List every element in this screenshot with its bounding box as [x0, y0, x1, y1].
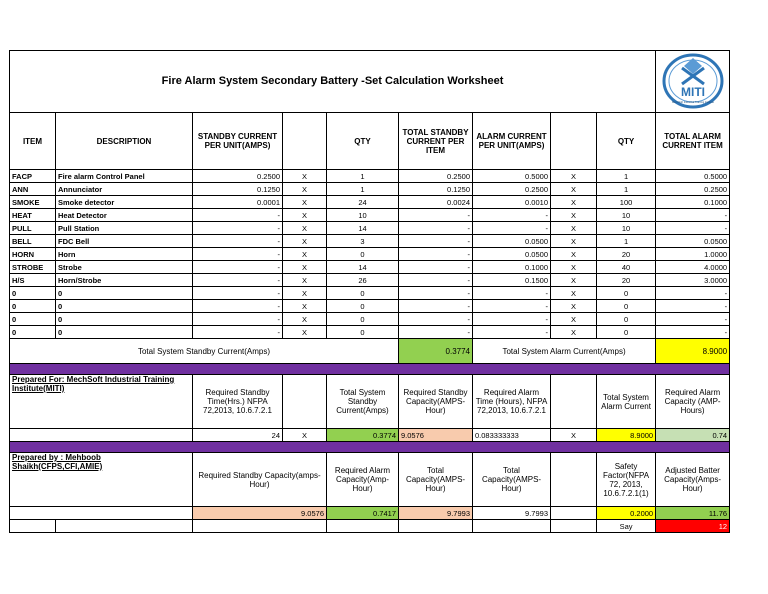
cell-description: FDC Bell [56, 235, 193, 248]
cell-qty: 0 [327, 248, 399, 261]
cell-standby: - [193, 248, 283, 261]
value-adjusted-battery-capacity: 11.76 [656, 507, 730, 520]
cell-description: Smoke detector [56, 196, 193, 209]
cell-item: 0 [10, 300, 56, 313]
cell-total-alarm: - [656, 209, 730, 222]
say-row [10, 520, 730, 533]
cell-total-standby: - [399, 222, 473, 235]
table-row [10, 170, 730, 183]
cell-x2: X [551, 326, 597, 339]
cell-description: 0 [56, 313, 193, 326]
cell-x: X [283, 209, 327, 222]
header-total-alarm-current: Total System Alarm Current [597, 375, 656, 429]
cell-description: Strobe [56, 261, 193, 274]
header-x [283, 113, 327, 170]
cell-x: X [283, 235, 327, 248]
cell-x: X [283, 196, 327, 209]
cell-alarm: 0.5000 [473, 170, 551, 183]
header-adjusted-battery-capacity: Adjusted Batter Capacity(Amps-Hour) [656, 453, 730, 507]
table-row [10, 326, 730, 339]
cell-x: X [283, 222, 327, 235]
cell-total-standby: 0.0024 [399, 196, 473, 209]
header-total-capacity: Total Capacity(AMPS-Hour) [399, 453, 473, 507]
sheet-title: Fire Alarm System Secondary Battery -Set Calculation Worksheet [10, 51, 656, 113]
value-total-capacity-2: 9.7993 [473, 507, 551, 520]
cell-standby: - [193, 235, 283, 248]
value-total-alarm-current: 8.9000 [597, 429, 656, 442]
total-alarm-label: Total System Alarm Current(Amps) [473, 339, 656, 364]
cell-standby: - [193, 209, 283, 222]
value-required-alarm-capacity: 0.74 [656, 429, 730, 442]
header-required-alarm-capacity-2: Required Alarm Capacity(Amp-Hour) [327, 453, 399, 507]
cell-qty2: 10 [597, 222, 656, 235]
cell-total-alarm: 0.2500 [656, 183, 730, 196]
header-required-alarm-capacity: Required Alarm Capacity (AMP-Hours) [656, 375, 730, 429]
prepared-for: Prepared For: MechSoft Industrial Training Institute(MITI) [10, 375, 193, 429]
cell-x2: X [551, 300, 597, 313]
value-required-alarm-capacity-2: 0.7417 [327, 507, 399, 520]
cell-qty: 0 [327, 326, 399, 339]
cell-item: HORN [10, 248, 56, 261]
cell-item: PULL [10, 222, 56, 235]
table-row [10, 196, 730, 209]
header-standby-current: STANDBY CURRENT PER UNIT(AMPS) [193, 113, 283, 170]
table-row [10, 261, 730, 274]
cell-alarm: - [473, 209, 551, 222]
cell-qty: 1 [327, 170, 399, 183]
value-total-standby-current: 0.3774 [327, 429, 399, 442]
section2-header-row [10, 453, 730, 507]
cell-x: X [283, 170, 327, 183]
cell-qty2: 100 [597, 196, 656, 209]
header-total-standby: TOTAL STANDBY CURRENT PER ITEM [399, 113, 473, 170]
logo-subtitle: MechSoft Industrial Training Institute [671, 100, 714, 104]
cell-item: ANN [10, 183, 56, 196]
cell-standby: - [193, 300, 283, 313]
value-standby-time: 24 [193, 429, 283, 442]
cell-x: X [283, 326, 327, 339]
totals-row [10, 339, 730, 364]
cell-qty2: 1 [597, 235, 656, 248]
table-row [10, 183, 730, 196]
cell-description: Pull Station [56, 222, 193, 235]
cell-total-standby: - [399, 209, 473, 222]
cell-description: 0 [56, 300, 193, 313]
cell-total-alarm: 0.0500 [656, 235, 730, 248]
cell-total-standby: - [399, 300, 473, 313]
cell-qty: 26 [327, 274, 399, 287]
section1-header-row [10, 375, 730, 429]
header-total-capacity-2: Total Capacity(AMPS-Hour) [473, 453, 551, 507]
cell-total-standby: - [399, 313, 473, 326]
table-row [10, 248, 730, 261]
cell-total-alarm: - [656, 300, 730, 313]
divider-bar [10, 364, 730, 375]
cell-item: 0 [10, 313, 56, 326]
cell-description: Horn [56, 248, 193, 261]
value-total-capacity: 9.7993 [399, 507, 473, 520]
value-required-standby-capacity: 9.0576 [399, 429, 473, 442]
cell-description: Heat Detector [56, 209, 193, 222]
value-safety-factor: 0.2000 [597, 507, 656, 520]
cell-x: X [283, 261, 327, 274]
header-description: DESCRIPTION [56, 113, 193, 170]
cell-description: Fire alarm Control Panel [56, 170, 193, 183]
column-headers [10, 113, 730, 170]
cell-item: FACP [10, 170, 56, 183]
cell-item: STROBE [10, 261, 56, 274]
cell-total-standby: - [399, 287, 473, 300]
say-value: 12 [656, 520, 730, 533]
cell-qty: 1 [327, 183, 399, 196]
header-qty: QTY [327, 113, 399, 170]
cell-total-standby: - [399, 274, 473, 287]
cell-description: 0 [56, 326, 193, 339]
cell-qty2: 40 [597, 261, 656, 274]
cell-total-standby: - [399, 326, 473, 339]
cell-x2: X [551, 196, 597, 209]
cell-description: Horn/Strobe [56, 274, 193, 287]
cell-total-alarm: - [656, 326, 730, 339]
total-alarm-value: 8.9000 [656, 339, 730, 364]
cell-x: X [283, 274, 327, 287]
cell-total-alarm: 0.5000 [656, 170, 730, 183]
logo-text: MITI [680, 84, 705, 99]
header-alarm-current: ALARM CURRENT PER UNIT(AMPS) [473, 113, 551, 170]
cell-standby: - [193, 326, 283, 339]
header-required-standby-capacity: Required Standby Capacity(AMPS-Hour) [399, 375, 473, 429]
cell-x2: X [551, 274, 597, 287]
cell-x2: X [551, 170, 597, 183]
total-standby-label: Total System Standby Current(Amps) [10, 339, 399, 364]
header-total-standby-current: Total System Standby Current(Amps) [327, 375, 399, 429]
table-row [10, 222, 730, 235]
cell-alarm: 0.2500 [473, 183, 551, 196]
cell-alarm: 0.1000 [473, 261, 551, 274]
value-required-alarm-time: 0.083333333 [473, 429, 551, 442]
header-item: ITEM [10, 113, 56, 170]
cell-standby: 0.0001 [193, 196, 283, 209]
cell-item: 0 [10, 287, 56, 300]
miti-logo [656, 51, 730, 113]
cell-x2: X [551, 222, 597, 235]
cell-qty2: 0 [597, 300, 656, 313]
cell-total-alarm: 3.0000 [656, 274, 730, 287]
cell-alarm: 0.0500 [473, 235, 551, 248]
section2-value-row [10, 507, 730, 520]
cell-alarm: - [473, 326, 551, 339]
cell-standby: - [193, 274, 283, 287]
cell-x2: X [551, 248, 597, 261]
header-qty2: QTY [597, 113, 656, 170]
value-x2: X [551, 429, 597, 442]
prepared-by: Prepared by : Mehboob Shaikh(CFPS,CFI,AMIE) [10, 453, 193, 507]
cell-alarm: 0.1500 [473, 274, 551, 287]
cell-total-standby: 0.1250 [399, 183, 473, 196]
cell-qty2: 0 [597, 287, 656, 300]
cell-standby: - [193, 222, 283, 235]
cell-qty2: 1 [597, 170, 656, 183]
cell-x2: X [551, 209, 597, 222]
cell-description: 0 [56, 287, 193, 300]
cell-total-standby: - [399, 261, 473, 274]
header-required-standby-capacity-2: Required Standby Capacity(amps- Hour) [193, 453, 327, 507]
cell-item: HEAT [10, 209, 56, 222]
section1-value-row [10, 429, 730, 442]
cell-total-alarm: 0.1000 [656, 196, 730, 209]
table-row [10, 235, 730, 248]
cell-alarm: - [473, 313, 551, 326]
header-standby-time: Required Standby Time(Hrs.) NFPA 72,2013, 10.6.7.2.1 [193, 375, 283, 429]
cell-total-alarm: 4.0000 [656, 261, 730, 274]
cell-item: BELL [10, 235, 56, 248]
cell-x2: X [551, 235, 597, 248]
cell-item: 0 [10, 326, 56, 339]
table-row [10, 274, 730, 287]
cell-qty: 10 [327, 209, 399, 222]
cell-x2: X [551, 313, 597, 326]
cell-qty: 14 [327, 261, 399, 274]
cell-qty: 0 [327, 313, 399, 326]
table-row [10, 287, 730, 300]
cell-total-standby: 0.2500 [399, 170, 473, 183]
cell-qty2: 0 [597, 313, 656, 326]
cell-total-alarm: - [656, 313, 730, 326]
cell-standby: 0.1250 [193, 183, 283, 196]
cell-x: X [283, 313, 327, 326]
cell-standby: 0.2500 [193, 170, 283, 183]
header-x2 [551, 113, 597, 170]
cell-item: H/S [10, 274, 56, 287]
cell-x2: X [551, 183, 597, 196]
cell-qty2: 20 [597, 248, 656, 261]
cell-total-alarm: 1.0000 [656, 248, 730, 261]
cell-alarm: - [473, 300, 551, 313]
cell-x: X [283, 248, 327, 261]
cell-qty: 0 [327, 300, 399, 313]
table-row [10, 209, 730, 222]
miti-logo-icon [660, 52, 726, 110]
cell-alarm: 0.0500 [473, 248, 551, 261]
cell-total-standby: - [399, 248, 473, 261]
cell-item: SMOKE [10, 196, 56, 209]
cell-x: X [283, 183, 327, 196]
cell-qty2: 20 [597, 274, 656, 287]
say-label: Say [597, 520, 656, 533]
cell-total-standby: - [399, 235, 473, 248]
cell-standby: - [193, 313, 283, 326]
cell-total-alarm: - [656, 222, 730, 235]
cell-alarm: - [473, 222, 551, 235]
cell-qty: 14 [327, 222, 399, 235]
table-row [10, 313, 730, 326]
cell-description: Annunciator [56, 183, 193, 196]
cell-x2: X [551, 287, 597, 300]
table-row [10, 300, 730, 313]
cell-qty2: 10 [597, 209, 656, 222]
divider-bar [10, 442, 730, 453]
value-required-standby-capacity-2: 9.0576 [193, 507, 327, 520]
value-x: X [283, 429, 327, 442]
cell-qty: 0 [327, 287, 399, 300]
battery-calculation-sheet [9, 50, 730, 533]
cell-x: X [283, 287, 327, 300]
header-total-alarm: TOTAL ALARM CURRENT ITEM [656, 113, 730, 170]
cell-standby: - [193, 261, 283, 274]
cell-x: X [283, 300, 327, 313]
header-required-alarm-time: Required Alarm Time (Hours), NFPA 72,2013, 10.6.7.2.1 [473, 375, 551, 429]
cell-standby: - [193, 287, 283, 300]
cell-x2: X [551, 261, 597, 274]
cell-qty: 24 [327, 196, 399, 209]
cell-alarm: - [473, 287, 551, 300]
total-standby-value: 0.3774 [399, 339, 473, 364]
cell-qty2: 0 [597, 326, 656, 339]
cell-alarm: 0.0010 [473, 196, 551, 209]
header-safety-factor: Safety Factor(NFPA 72, 2013, 10.6.7.2.1(1) [597, 453, 656, 507]
cell-qty2: 1 [597, 183, 656, 196]
cell-qty: 3 [327, 235, 399, 248]
cell-total-alarm: - [656, 287, 730, 300]
